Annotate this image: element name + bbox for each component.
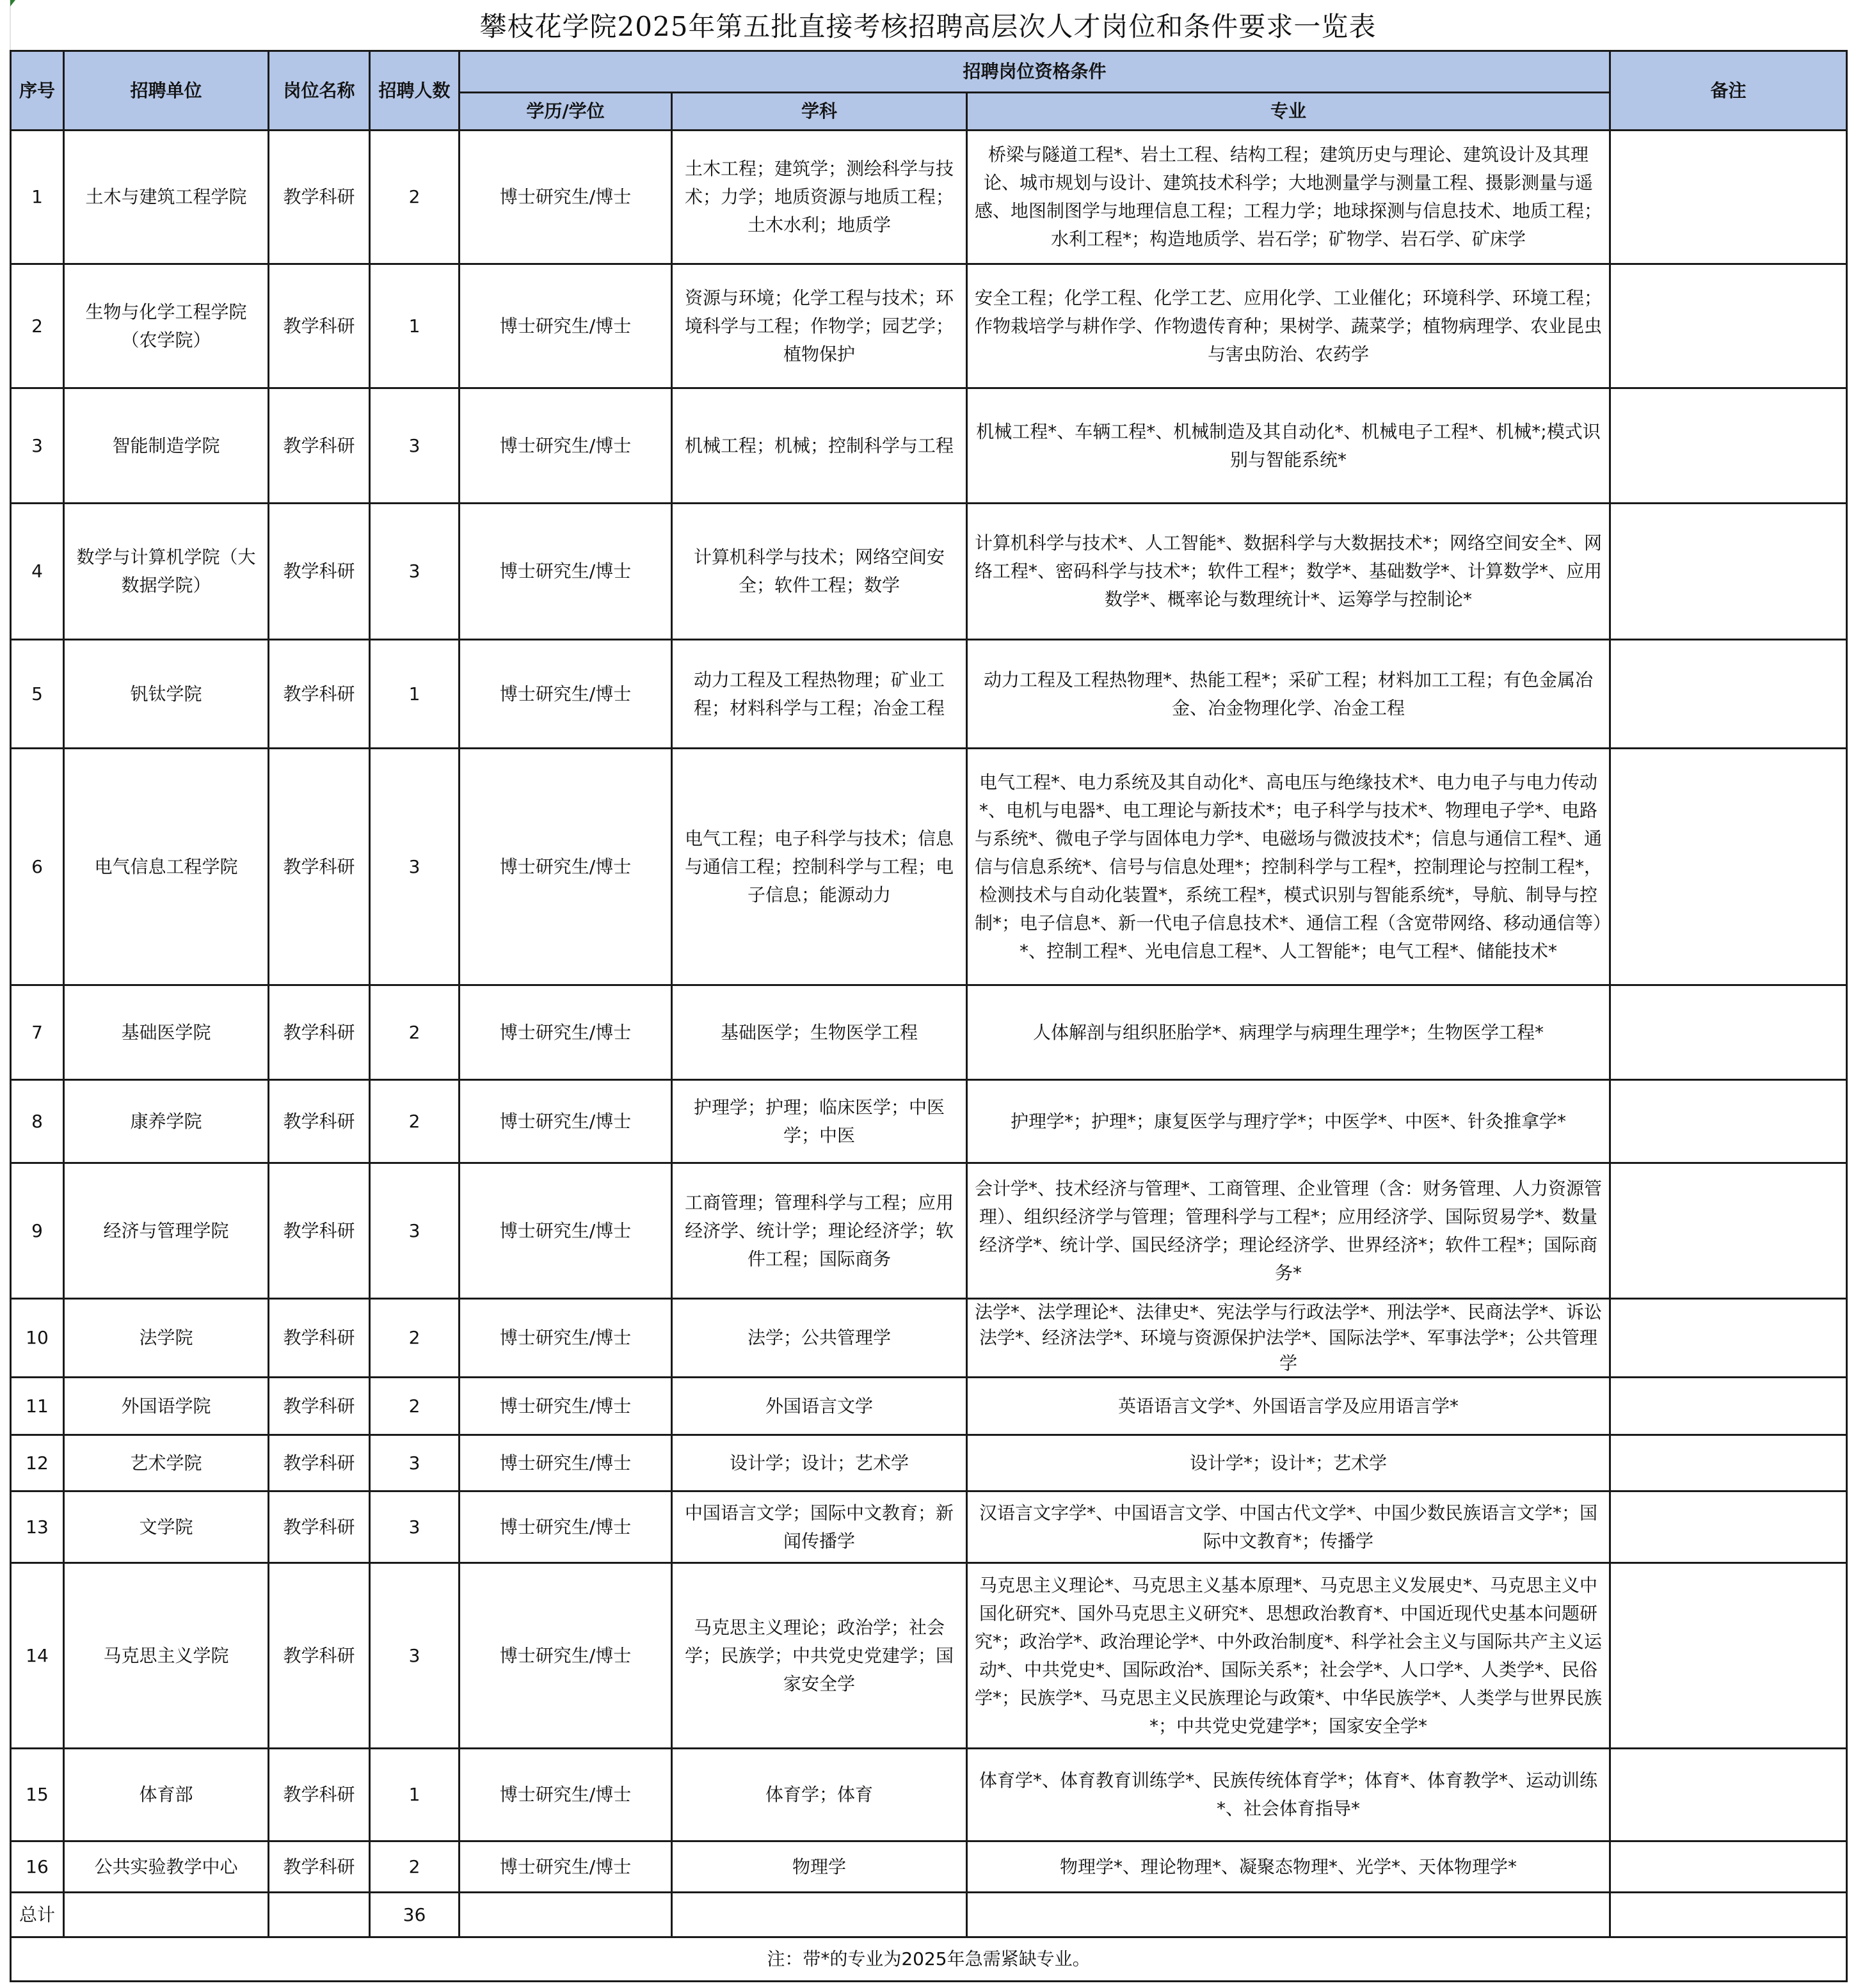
cell-remarks [1610, 1563, 1847, 1749]
cell-discipline: 法学；公共管理学 [672, 1299, 967, 1378]
cell-major: 动力工程及工程热物理*、热能工程*；采矿工程；材料加工工程；有色金属冶金、冶金物理化学、冶金工程 [967, 640, 1610, 749]
cell-remarks [1610, 1163, 1847, 1299]
cell-major: 法学*、法学理论*、法律史*、宪法学与行政法学*、刑法学*、民商法学*、诉讼法学*、经济法学*、环境与资源保护法学*、国际法学*、军事法学*；公共管理学 [967, 1299, 1610, 1378]
cell-major: 物理学*、理论物理*、凝聚态物理*、光学*、天体物理学* [967, 1841, 1610, 1893]
cell-discipline: 护理学；护理；临床医学；中医学；中医 [672, 1080, 967, 1163]
cell-degree: 博士研究生/博士 [460, 1378, 672, 1435]
cell-index: 14 [11, 1563, 64, 1749]
cell-remarks [1610, 1299, 1847, 1378]
cell-count: 2 [370, 1378, 460, 1435]
cell-degree: 博士研究生/博士 [460, 985, 672, 1080]
header-discipline: 学科 [672, 93, 967, 131]
table-row [11, 1299, 1847, 1378]
cell-index: 11 [11, 1378, 64, 1435]
cell-discipline: 基础医学；生物医学工程 [672, 985, 967, 1080]
cell-major: 电气工程*、电力系统及其自动化*、高电压与绝缘技术*、电力电子与电力传动*、电机与电器*、电工理论与新技术*；电子科学与技术*、物理电子学*、电路与系统*、微电子学与固体电力学*、电磁场与微波技术*；信息与通信工程*、通信与信息系统*、信号与信息处理*；控制科学与工程*，控制理论与控制工程*，检测技术与自动化装置*，系统工程*，模式识别与智能系统*，导航、制导与控制*；电子信息*、新一代电子信息技术*、通信工程（含宽带网络、移动通信等）*、控制工程*、光电信息工程*、人工智能*；电气工程*、储能技术* [967, 749, 1610, 985]
table-row [11, 1841, 1847, 1893]
total-label: 总计 [11, 1893, 64, 1937]
header-count: 招聘人数 [370, 51, 460, 131]
cell-major: 英语语言文学*、外国语言学及应用语言学* [967, 1378, 1610, 1435]
cell-count: 3 [370, 1435, 460, 1491]
cell-remarks [1610, 264, 1847, 388]
cell-unit: 外国语学院 [64, 1378, 269, 1435]
cell-position: 教学科研 [269, 388, 370, 504]
cell-index: 4 [11, 504, 64, 640]
cell-index: 3 [11, 388, 64, 504]
cell-remarks [1610, 1435, 1847, 1491]
total-row [11, 1893, 1847, 1937]
cell-position: 教学科研 [269, 1841, 370, 1893]
cell-discipline: 外国语言文学 [672, 1378, 967, 1435]
cell-index: 2 [11, 264, 64, 388]
cell-index: 8 [11, 1080, 64, 1163]
cell-remarks [1610, 1749, 1847, 1841]
cell-remarks [1610, 640, 1847, 749]
cell-index: 9 [11, 1163, 64, 1299]
cell-index: 5 [11, 640, 64, 749]
cell-unit: 公共实验教学中心 [64, 1841, 269, 1893]
cell-count: 2 [370, 985, 460, 1080]
cell-count: 1 [370, 264, 460, 388]
cell-degree: 博士研究生/博士 [460, 1491, 672, 1563]
table-row [11, 1378, 1847, 1435]
cell-remarks [1610, 1491, 1847, 1563]
table-row [11, 1163, 1847, 1299]
cell-unit: 文学院 [64, 1491, 269, 1563]
cell-index: 1 [11, 131, 64, 264]
cell-index: 7 [11, 985, 64, 1080]
cell-degree: 博士研究生/博士 [460, 1841, 672, 1893]
cell-count: 2 [370, 1080, 460, 1163]
cell-remarks [1610, 1378, 1847, 1435]
cell-position: 教学科研 [269, 749, 370, 985]
table-row [11, 1080, 1847, 1163]
cell-unit: 电气信息工程学院 [64, 749, 269, 985]
cell-major: 机械工程*、车辆工程*、机械制造及其自动化*、机械电子工程*、机械*;模式识别与智能系统* [967, 388, 1610, 504]
cell-unit: 艺术学院 [64, 1435, 269, 1491]
cell-position: 教学科研 [269, 131, 370, 264]
cell-degree: 博士研究生/博士 [460, 749, 672, 985]
cell-count: 2 [370, 1841, 460, 1893]
footnote-row [11, 1937, 1847, 1982]
cell-discipline: 资源与环境；化学工程与技术；环境科学与工程；作物学；园艺学；植物保护 [672, 264, 967, 388]
cell-count: 3 [370, 388, 460, 504]
cell-count: 1 [370, 640, 460, 749]
total-empty-discipline [672, 1893, 967, 1937]
cell-unit: 经济与管理学院 [64, 1163, 269, 1299]
cell-remarks [1610, 504, 1847, 640]
cell-position: 教学科研 [269, 504, 370, 640]
total-empty-unit [64, 1893, 269, 1937]
cell-degree: 博士研究生/博士 [460, 1080, 672, 1163]
recruitment-table [10, 50, 1848, 1982]
cell-major: 设计学*；设计*；艺术学 [967, 1435, 1610, 1491]
cell-unit: 马克思主义学院 [64, 1563, 269, 1749]
cell-discipline: 设计学；设计；艺术学 [672, 1435, 967, 1491]
table-row [11, 388, 1847, 504]
table-row [11, 1435, 1847, 1491]
cell-count: 3 [370, 749, 460, 985]
cell-discipline: 物理学 [672, 1841, 967, 1893]
cell-count: 3 [370, 504, 460, 640]
cell-remarks [1610, 985, 1847, 1080]
cell-major: 桥梁与隧道工程*、岩土工程、结构工程；建筑历史与理论、建筑设计及其理论、城市规划与设计、建筑技术科学；大地测量学与测量工程、摄影测量与遥感、地图制图学与地理信息工程；工程力学；地球探测与信息技术、地质工程；水利工程*；构造地质学、岩石学；矿物学、岩石学、矿床学 [967, 131, 1610, 264]
table-row [11, 1491, 1847, 1563]
cell-count: 3 [370, 1491, 460, 1563]
header-position: 岗位名称 [269, 51, 370, 131]
cell-index: 13 [11, 1491, 64, 1563]
cell-major: 会计学*、技术经济与管理*、工商管理、企业管理（含：财务管理、人力资源管理）、组织经济学与管理；管理科学与工程*；应用经济学、国际贸易学*、数量经济学*、统计学、国民经济学；理论经济学、世界经济*；软件工程*；国际商务* [967, 1163, 1610, 1299]
table-row [11, 640, 1847, 749]
cell-major: 计算机科学与技术*、人工智能*、数据科学与大数据技术*；网络空间安全*、网络工程*、密码科学与技术*；软件工程*；数学*、基础数学*、计算数学*、应用数学*、概率论与数理统计*、运筹学与控制论* [967, 504, 1610, 640]
cell-remarks [1610, 388, 1847, 504]
cell-remarks [1610, 131, 1847, 264]
cell-unit: 钒钛学院 [64, 640, 269, 749]
table-row [11, 504, 1847, 640]
header-major: 专业 [967, 93, 1610, 131]
cell-discipline: 马克思主义理论；政治学；社会学；民族学；中共党史党建学；国家安全学 [672, 1563, 967, 1749]
cell-index: 15 [11, 1749, 64, 1841]
cell-position: 教学科研 [269, 1163, 370, 1299]
cell-position: 教学科研 [269, 1563, 370, 1749]
cell-discipline: 计算机科学与技术；网络空间安全；软件工程；数学 [672, 504, 967, 640]
cell-degree: 博士研究生/博士 [460, 131, 672, 264]
table-row [11, 985, 1847, 1080]
cell-unit: 康养学院 [64, 1080, 269, 1163]
cell-index: 16 [11, 1841, 64, 1893]
cell-count: 3 [370, 1163, 460, 1299]
cell-position: 教学科研 [269, 985, 370, 1080]
cell-count: 1 [370, 1749, 460, 1841]
cell-count: 3 [370, 1563, 460, 1749]
table-row [11, 264, 1847, 388]
cell-unit: 基础医学院 [64, 985, 269, 1080]
cell-degree: 博士研究生/博士 [460, 1163, 672, 1299]
cell-discipline: 体育学；体育 [672, 1749, 967, 1841]
cell-degree: 博士研究生/博士 [460, 504, 672, 640]
cell-unit: 土木与建筑工程学院 [64, 131, 269, 264]
cell-position: 教学科研 [269, 1378, 370, 1435]
cell-degree: 博士研究生/博士 [460, 1749, 672, 1841]
cell-position: 教学科研 [269, 1299, 370, 1378]
table-row [11, 1563, 1847, 1749]
cell-unit: 数学与计算机学院（大数据学院） [64, 504, 269, 640]
cell-degree: 博士研究生/博士 [460, 1435, 672, 1491]
cell-position: 教学科研 [269, 1080, 370, 1163]
cell-discipline: 工商管理；管理科学与工程；应用经济学、统计学；理论经济学；软件工程；国际商务 [672, 1163, 967, 1299]
cell-unit: 生物与化学工程学院（农学院） [64, 264, 269, 388]
cell-index: 6 [11, 749, 64, 985]
cell-position: 教学科研 [269, 1491, 370, 1563]
cell-major: 马克思主义理论*、马克思主义基本原理*、马克思主义发展史*、马克思主义中国化研究*、国外马克思主义研究*、思想政治教育*、中国近现代史基本问题研究*；政治学*、政治理论学*、中外政治制度*、科学社会主义与国际共产主义运动*、中共党史*、国际政治*、国际关系*；社会学*、人口学*、人类学*、民俗学*；民族学*、马克思主义民族理论与政策*、中华民族学*、人类学与世界民族*；中共党史党建学*；国家安全学* [967, 1563, 1610, 1749]
cell-discipline: 中国语言文学；国际中文教育；新闻传播学 [672, 1491, 967, 1563]
cell-remarks [1610, 1080, 1847, 1163]
cell-unit: 体育部 [64, 1749, 269, 1841]
cell-degree: 博士研究生/博士 [460, 388, 672, 504]
cell-position: 教学科研 [269, 1749, 370, 1841]
cell-position: 教学科研 [269, 640, 370, 749]
total-empty-position [269, 1893, 370, 1937]
header-degree: 学历/学位 [460, 93, 672, 131]
cell-position: 教学科研 [269, 264, 370, 388]
cell-remarks [1610, 749, 1847, 985]
table-row [11, 131, 1847, 264]
header-qualifications: 招聘岗位资格条件 [460, 51, 1610, 93]
cell-major: 体育学*、体育教育训练学*、民族传统体育学*；体育*、体育教学*、运动训练*、社会体育指导* [967, 1749, 1610, 1841]
header-unit: 招聘单位 [64, 51, 269, 131]
cell-unit: 智能制造学院 [64, 388, 269, 504]
cell-discipline: 土木工程；建筑学；测绘科学与技术；力学；地质资源与地质工程；土木水利；地质学 [672, 131, 967, 264]
total-count: 36 [370, 1893, 460, 1937]
cell-degree: 博士研究生/博士 [460, 640, 672, 749]
cell-major: 护理学*；护理*；康复医学与理疗学*；中医学*、中医*、针灸推拿学* [967, 1080, 1610, 1163]
total-empty-major [967, 1893, 1610, 1937]
cell-major: 安全工程；化学工程、化学工艺、应用化学、工业催化；环境科学、环境工程；作物栽培学与耕作学、作物遗传育种；果树学、蔬菜学；植物病理学、农业昆虫与害虫防治、农药学 [967, 264, 1610, 388]
cell-index: 10 [11, 1299, 64, 1378]
total-empty-remarks [1610, 1893, 1847, 1937]
cell-remarks [1610, 1841, 1847, 1893]
cell-degree: 博士研究生/博士 [460, 1299, 672, 1378]
cell-discipline: 动力工程及工程热物理；矿业工程；材料科学与工程；冶金工程 [672, 640, 967, 749]
header-row-1 [11, 51, 1847, 93]
cell-major: 人体解剖与组织胚胎学*、病理学与病理生理学*；生物医学工程* [967, 985, 1610, 1080]
footnote: 注：带*的专业为2025年急需紧缺专业。 [11, 1937, 1847, 1982]
cell-major: 汉语言文字学*、中国语言文学、中国古代文学*、中国少数民族语言文学*；国际中文教育*；传播学 [967, 1491, 1610, 1563]
table-row [11, 749, 1847, 985]
cell-discipline: 电气工程；电子科学与技术；信息与通信工程；控制科学与工程；电子信息；能源动力 [672, 749, 967, 985]
document-title: 攀枝花学院2025年第五批直接考核招聘高层次人才岗位和条件要求一览表 [479, 11, 1377, 42]
cell-index: 12 [11, 1435, 64, 1491]
cell-degree: 博士研究生/博士 [460, 1563, 672, 1749]
cell-degree: 博士研究生/博士 [460, 264, 672, 388]
cell-count: 2 [370, 131, 460, 264]
header-index: 序号 [11, 51, 64, 131]
cell-discipline: 机械工程；机械；控制科学与工程 [672, 388, 967, 504]
table-row [11, 1749, 1847, 1841]
cell-unit: 法学院 [64, 1299, 269, 1378]
header-remarks: 备注 [1610, 51, 1847, 131]
cell-count: 2 [370, 1299, 460, 1378]
total-empty-degree [460, 1893, 672, 1937]
cell-position: 教学科研 [269, 1435, 370, 1491]
